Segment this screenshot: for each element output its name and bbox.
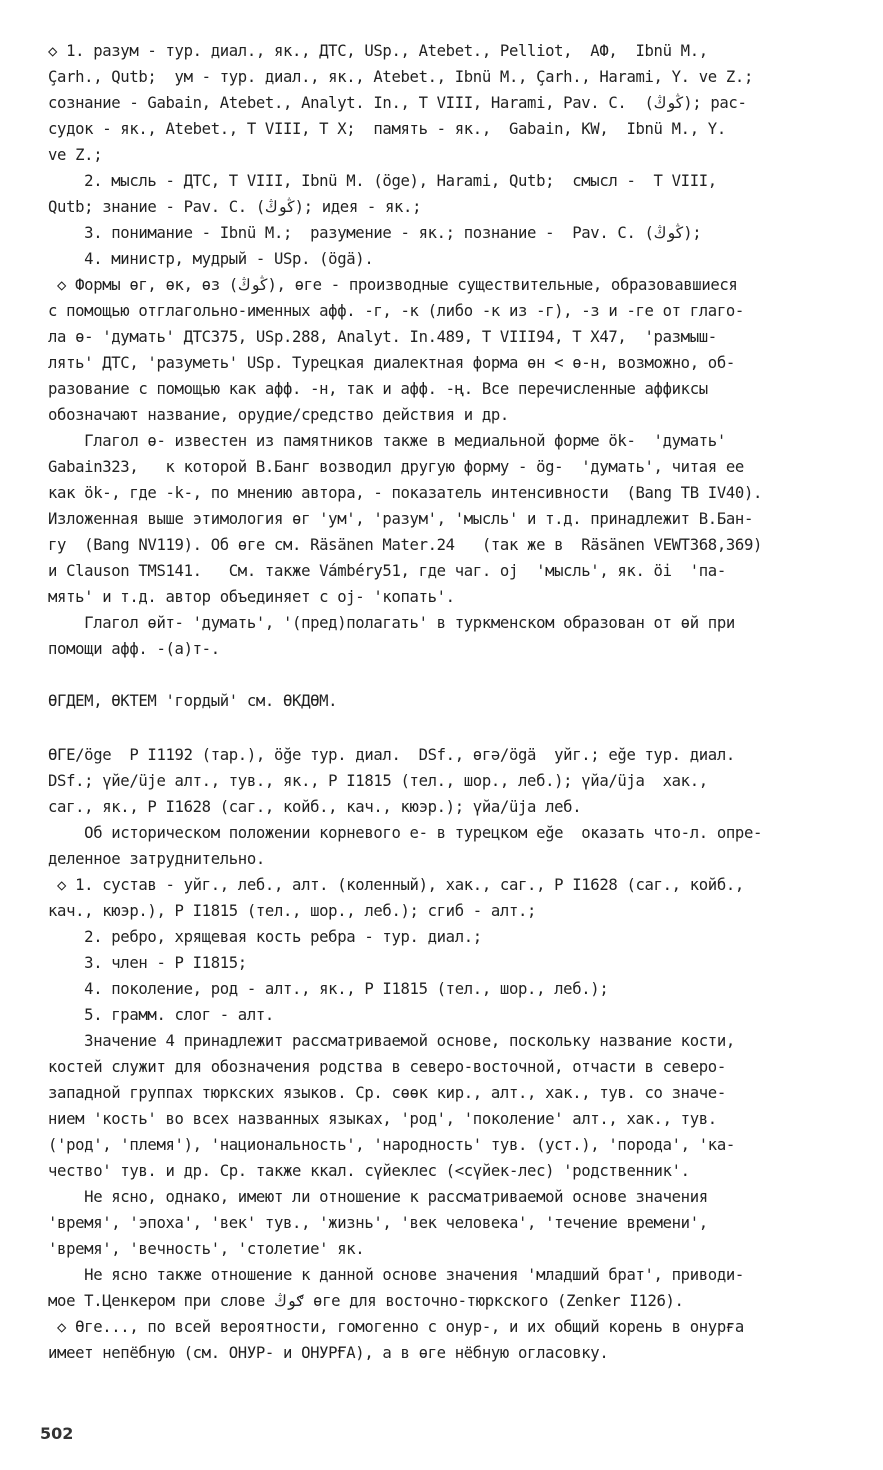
text-line: Изложенная выше этимология өг 'ум', 'разум', 'мысль' и т.д. принадлежит В.Бан-	[48, 510, 753, 528]
text-line: сознание - Gabain, Atebet., Analyt. In., T VIII, Harami, Pav. C. (ڭوڭ); рас-	[48, 94, 747, 112]
text-line: и Clauson TMS141. См. также Vámbéry51, где чаг. oj 'мысль', як. öі 'па-	[48, 562, 726, 580]
text-line: Qutb; знание - Pav. C. (ڭوڭ); идея - як.;	[48, 198, 422, 216]
text-line: Не ясно также отношение к данной основе значения 'младший брат', приводи-	[48, 1266, 744, 1284]
text-line: обозначают название, орудие/средство действия и др.	[48, 406, 509, 424]
text-line: ('род', 'племя'), 'национальность', 'народность' тув. (уст.), 'порода', 'ка-	[48, 1136, 735, 1154]
text-line: костей служит для обозначения родства в северо-восточной, отчасти в северо-	[48, 1058, 726, 1076]
entry-ogdem	[48, 688, 870, 714]
text-line: мять' и т.д. автор объединяет с oj- 'копать'.	[48, 588, 455, 606]
text-line: 3. член - Р I1815;	[48, 954, 247, 972]
text-line: мое Т.Ценкером при слове ګوڭ өге для восточно-тюркского (Zenker I126).	[48, 1292, 684, 1310]
text-line: ◇ Формы өг, өк, өз (ڭوڭ), өге - производные существительные, образовавшиеся	[48, 276, 738, 294]
text-line: Gabain323, к которой В.Банг возводил другую форму - ög- 'думать', читая ее	[48, 458, 744, 476]
text-line: ◇ 1. сустав - уйг., леб., алт. (коленный), хак., саг., Р I1628 (саг., койб.,	[48, 876, 744, 894]
text-line: судок - як., Atebet., T VIII, T X; память - як., Gabain, KW, Ibnü M., Y.	[48, 120, 726, 138]
text-line: 2. мысль - ДТС, T VIII, Ibnü M. (öge), Harami, Qutb; смысл - T VIII,	[48, 172, 717, 190]
text-line: как ök-, где -k-, по мнению автора, - показатель интенсивности (Bang TB IV40).	[48, 484, 763, 502]
text-line: Об историческом положении корневого е- в турецком eğe оказать что-л. опре-	[48, 824, 763, 842]
text-line: западной группах тюркских языков. Ср. сөөк кир., алт., хак., тув. со значе-	[48, 1084, 726, 1102]
text-line: Глагол өйт- 'думать', '(пред)полагать' в туркменском образован от өй при	[48, 614, 735, 632]
text-line: с помощью отглагольно-именных афф. -г, -к (либо -к из -г), -з и -ге от глаго-	[48, 302, 744, 320]
text-line: кач., кюэр.), Р I1815 (тел., шор., леб.); сгиб - алт.;	[48, 902, 537, 920]
text-line: нием 'кость' во всех названных языках, 'род', 'поколение' алт., хак., тув.	[48, 1110, 717, 1128]
text-line: ◇ 1. разум - тур. диал., як., ДТС, USp., Atebet., Pelliot, АФ, Ibnü M.,	[48, 42, 708, 60]
page-number: 502	[40, 1424, 74, 1443]
text-line: саг., як., Р I1628 (саг., койб., кач., кюэр.); үйа/üja леб.	[48, 798, 582, 816]
entry-oge-continued	[48, 38, 870, 662]
text-line: помощи афф. -(а)т-.	[48, 640, 220, 658]
text-line: Не ясно, однако, имеют ли отношение к рассматриваемой основе значения	[48, 1188, 708, 1206]
text-line: чество' тув. и др. Ср. также ккал. сүйеклес (<сүйек-лес) 'родственник'.	[48, 1162, 690, 1180]
text-line: ve Z.;	[48, 146, 103, 164]
entry-oge-joint	[48, 742, 870, 1366]
text-line: 'время', 'эпоха', 'век' тув., 'жизнь', 'век человека', 'течение времени',	[48, 1214, 708, 1232]
text-line: Глагол ө- известен из памятников также в медиальной форме ök- 'думать'	[48, 432, 726, 450]
text-line: DSf.; үйе/üje алт., тув., як., Р I1815 (тел., шор., леб.); үйа/üja хак.,	[48, 772, 708, 790]
text-line: деленное затруднительно.	[48, 850, 265, 868]
text-line: Значение 4 принадлежит рассматриваемой основе, поскольку название кости,	[48, 1032, 735, 1050]
text-line: имеет непёбную (см. ОНУР- и ОНУРҒА), а в өге нёбную огласовку.	[48, 1344, 609, 1362]
text-line: разование с помощью как афф. -н, так и афф. -ң. Все перечисленные аффиксы	[48, 380, 708, 398]
text-line: 4. поколение, род - алт., як., Р I1815 (тел., шор., леб.);	[48, 980, 609, 998]
text-line: гу (Bang NV119). Об өге см. Räsänen Mater.24 (так же в Räsänen VEWT368,369)	[48, 536, 763, 554]
text-line: 2. ребро, хрящевая кость ребра - тур. диал.;	[48, 928, 482, 946]
text-line: ӨГДЕМ, ӨКТЕМ 'гордый' см. ӨКДӨМ.	[48, 692, 338, 710]
text-line: ла ө- 'думать' ДТС375, USp.288, Analyt. In.489, T VIII94, T X47, 'размыш-	[48, 328, 717, 346]
text-line: ◇ Өге..., по всей вероятности, гомогенно с онур-, и их общий корень в онурға	[48, 1318, 744, 1336]
text-line: ӨГЕ/öge Р I1192 (тар.), öğe тур. диал. DSf., өгә/ögä уйг.; eğe тур. диал.	[48, 746, 735, 764]
text-line: Çarh., Qutb; ум - тур. диал., як., Atebet., Ibnü M., Çarh., Harami, Y. ve Z.;	[48, 68, 753, 86]
text-line: 5. грамм. слог - алт.	[48, 1006, 274, 1024]
text-line: 'время', 'вечность', 'столетие' як.	[48, 1240, 365, 1258]
text-line: лять' ДТС, 'разуметь' USp. Турецкая диалектная форма өн < ө-н, возможно, об-	[48, 354, 735, 372]
text-line: 3. понимание - Ibnü M.; разумение - як.; познание - Pav. C. (ڭوڭ);	[48, 224, 702, 242]
text-line: 4. министр, мудрый - USp. (ögä).	[48, 250, 374, 268]
